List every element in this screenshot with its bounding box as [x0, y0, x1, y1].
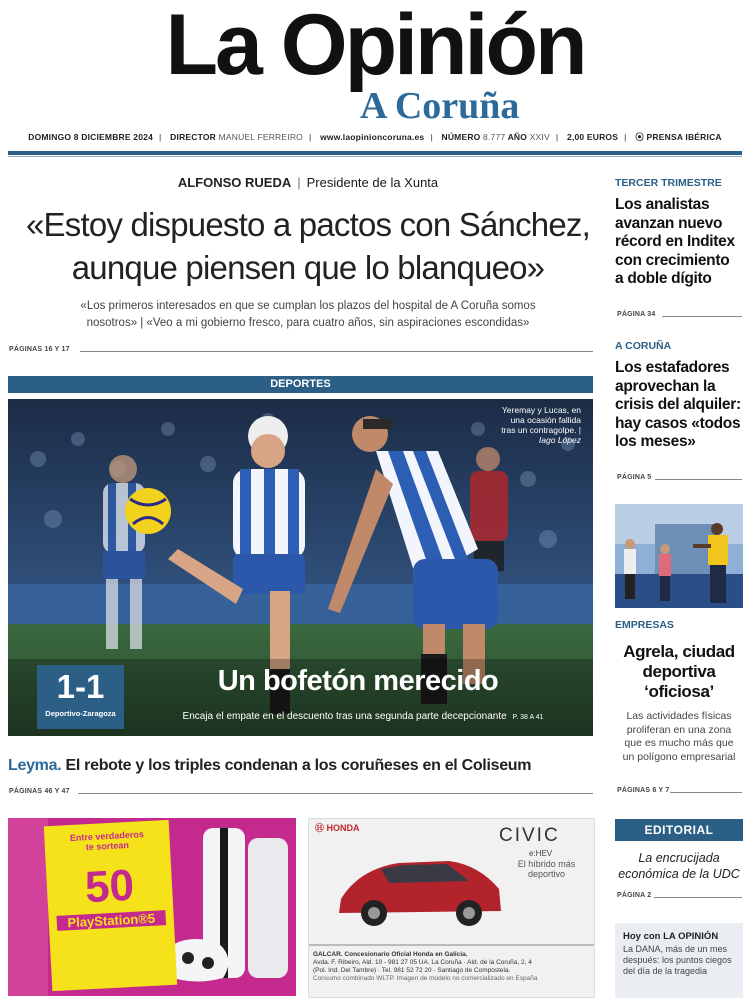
right-pages-rule: [670, 792, 742, 793]
right-kicker: TERCER TRIMESTRE: [615, 177, 722, 189]
agrela-sports-photo[interactable]: [615, 504, 743, 608]
honda-divider: [309, 944, 594, 946]
dealer-address: (Pol. Ind. Del Tambre) · Tel. 981 52 72 20 · Santiago de Compostela.: [313, 967, 511, 974]
right-deck-line: que es mucho más que: [624, 737, 734, 749]
lead-kicker-name: ALFONSO RUEDA: [177, 175, 292, 190]
year-label: AÑO: [507, 132, 528, 142]
ps-promo-card: [44, 820, 177, 991]
date: DOMINGO 8 DICIEMBRE 2024: [28, 132, 154, 142]
group-name: PRENSA IBÉRICA: [646, 132, 722, 142]
editorial-line: económica de la UDC: [618, 867, 740, 881]
masthead-rule: [8, 151, 742, 155]
lead-pages-rule: [80, 351, 593, 352]
match-teams: Deportivo-Zaragoza: [45, 709, 116, 718]
number-value: 8.777: [483, 132, 506, 142]
hoy-line: del día de la tragedia: [623, 966, 708, 976]
sports-photo[interactable]: [8, 399, 593, 736]
hoy-text: [615, 942, 743, 977]
number-label: NÚMERO: [441, 132, 481, 142]
sports-deck-text: Encaja el empate en el descuento tras una segunda parte decepcionante: [182, 711, 507, 722]
civic-tagline: [504, 859, 589, 879]
right-pages: PÁGINA 5: [617, 474, 652, 481]
honda-h-icon: Ⓗ: [315, 823, 325, 833]
leyma-pages-rule: [78, 793, 593, 794]
hoy-line: La DANA, más de un mes: [623, 944, 728, 954]
lead-headline-line: aunque piensen que lo blanqueo»: [71, 249, 545, 286]
score: 1-1: [56, 668, 105, 705]
photo-caption: [471, 405, 581, 445]
right-deck-line: un polígono empresarial: [622, 750, 736, 763]
dealer-address: Avda. F. Ribeiro, Ald. 10 - 981 27 05 UA. La Coruña · Ald. de la Coruña, 2, 4: [313, 959, 532, 966]
masthead-subtitle: A Coruña: [360, 85, 520, 127]
right-deck: [615, 710, 743, 764]
right-headline-line: hay casos «todos: [615, 414, 741, 432]
director-name: MANUEL FERREIRO: [218, 132, 303, 142]
civic-title: CIVIC: [499, 825, 560, 846]
right-headline-line: deportiva: [642, 662, 716, 681]
hoy-box[interactable]: [615, 923, 743, 998]
editorial-pages: PÁGINA 2: [617, 892, 652, 899]
photo-credit: Iago López: [538, 435, 581, 445]
right-headline-line: con crecimiento: [615, 251, 730, 269]
ps-promo-brand: PlayStation®5: [56, 910, 166, 931]
right-headline-line: récord en Inditex: [615, 233, 735, 250]
editorial-pages-rule: [654, 897, 742, 898]
website-link[interactable]: www.laopinioncoruna.es: [320, 132, 425, 142]
dealer-info: [313, 951, 588, 983]
photo-caption-line: tras un contragolpe. |: [501, 425, 581, 435]
right-headline-line: Los analistas: [615, 196, 710, 213]
leyma-keyword: Leyma.: [8, 757, 62, 774]
leyma-pages: PÁGINAS 46 Y 47: [9, 788, 70, 795]
ps-promo-number: 50: [83, 860, 136, 913]
right-story-agrela[interactable]: [615, 619, 743, 764]
sports-headline[interactable]: Un bofetón merecido: [217, 665, 499, 697]
dealer-disclaimer: Consumo combinado WLTP. Imagen de modelo no comercializado en España: [313, 975, 538, 982]
honda-ad[interactable]: [308, 818, 595, 998]
honda-brand: HONDA: [326, 823, 360, 833]
lead-kicker: ALFONSO RUEDA | Presidente de la Xunta: [177, 175, 439, 190]
right-deck-line: Las actividades físicas: [626, 710, 732, 722]
right-headline-line: Los estafadores: [615, 359, 730, 376]
right-pages: PÁGINAS 6 Y 7: [617, 787, 670, 794]
ps-promo-line: te sortean: [85, 839, 130, 853]
lead-headline-line: «Estoy dispuesto a pactos con Sánchez,: [26, 206, 590, 243]
right-headline-line: Agrela, ciudad: [623, 642, 735, 661]
right-headline: [615, 196, 743, 289]
lead-deck-line: «Los primeros interesados en que se cumplan los plazos del hospital de A Coruña somos: [80, 300, 536, 312]
civic-tagline-line: El híbrido más: [517, 859, 576, 869]
right-deck-line: proliferan en una zona: [626, 723, 732, 736]
right-headline: [615, 359, 743, 452]
right-story-inditex[interactable]: [615, 177, 743, 289]
right-headline: [615, 642, 743, 702]
right-headline-line: los meses»: [615, 433, 696, 450]
lead-deck-line: nosotros» | «Veo a mi gobierno fresco, para cuatro años, sin aspiraciones escondidas»: [86, 317, 530, 329]
score-box: [37, 665, 124, 729]
hoy-line: después: los puntos ciegos: [623, 955, 732, 965]
ps-promo-line: Entre verdaderos: [69, 829, 145, 844]
playstation-ad[interactable]: [8, 818, 296, 996]
dealer-name: GALCAR. Concesionario Oficial Honda en Galicia.: [313, 951, 468, 958]
editorial-label[interactable]: EDITORIAL: [615, 819, 743, 841]
honda-civic-car-image: [329, 839, 509, 934]
sports-pages-ref: P. 38 A 41: [512, 714, 544, 721]
civic-subtitle: e:HEV: [529, 849, 553, 858]
right-story-estafadores[interactable]: [615, 340, 743, 452]
lead-pages: PÁGINAS 16 Y 17: [9, 346, 70, 353]
lead-headline[interactable]: [8, 203, 608, 289]
civic-tagline-line: deportivo: [527, 869, 566, 879]
right-kicker: EMPRESAS: [615, 619, 674, 631]
right-pages: PÁGINA 34: [617, 311, 656, 318]
photo-caption-line: Yeremay y Lucas, en: [501, 405, 581, 415]
right-pages-rule: [655, 479, 742, 480]
lead-deck: [20, 298, 596, 332]
dateline: DOMINGO 8 DICIEMBRE 2024 | DIRECTOR MANUEL FERREIRO | www.laopinioncoruna.es | NÚMERO 8.777 AÑO XXIV | 2,00 EUROS | ⦿ PRENSA IBÉRICA: [28, 132, 722, 142]
editorial-line: La encrucijada: [638, 851, 720, 865]
price: 2,00 EUROS: [566, 132, 619, 142]
photo-caption-line: una ocasión fallida: [510, 415, 581, 425]
right-kicker: A CORUÑA: [615, 340, 672, 352]
masthead-title[interactable]: La Opinión: [165, 0, 585, 93]
year-value: XXIV: [529, 132, 550, 142]
lead-kicker-role: Presidente de la Xunta: [306, 175, 439, 190]
sports-deck: [138, 711, 588, 722]
masthead-rule-thin: [8, 156, 742, 157]
honda-logo: [315, 821, 360, 834]
director-label: DIRECTOR: [170, 132, 217, 142]
hoy-label: Hoy con LA OPINIÓN: [623, 931, 719, 942]
right-headline-line: crisis del alquiler:: [615, 396, 741, 413]
right-pages-rule: [662, 316, 742, 317]
leyma-text: El rebote y los triples condenan a los coruñeses en el Coliseum: [65, 757, 532, 774]
editorial-headline[interactable]: [615, 850, 743, 882]
prensa-iberica-icon: ⦿: [635, 132, 644, 142]
right-headline-line: aprovechan la: [615, 377, 716, 395]
section-deportes[interactable]: DEPORTES: [8, 376, 593, 393]
right-headline-line: ‘oficiosa’: [644, 682, 714, 701]
leyma-headline[interactable]: [8, 757, 593, 775]
right-headline-line: a doble dígito: [615, 270, 712, 287]
right-headline-line: avanzan nuevo: [615, 214, 723, 232]
